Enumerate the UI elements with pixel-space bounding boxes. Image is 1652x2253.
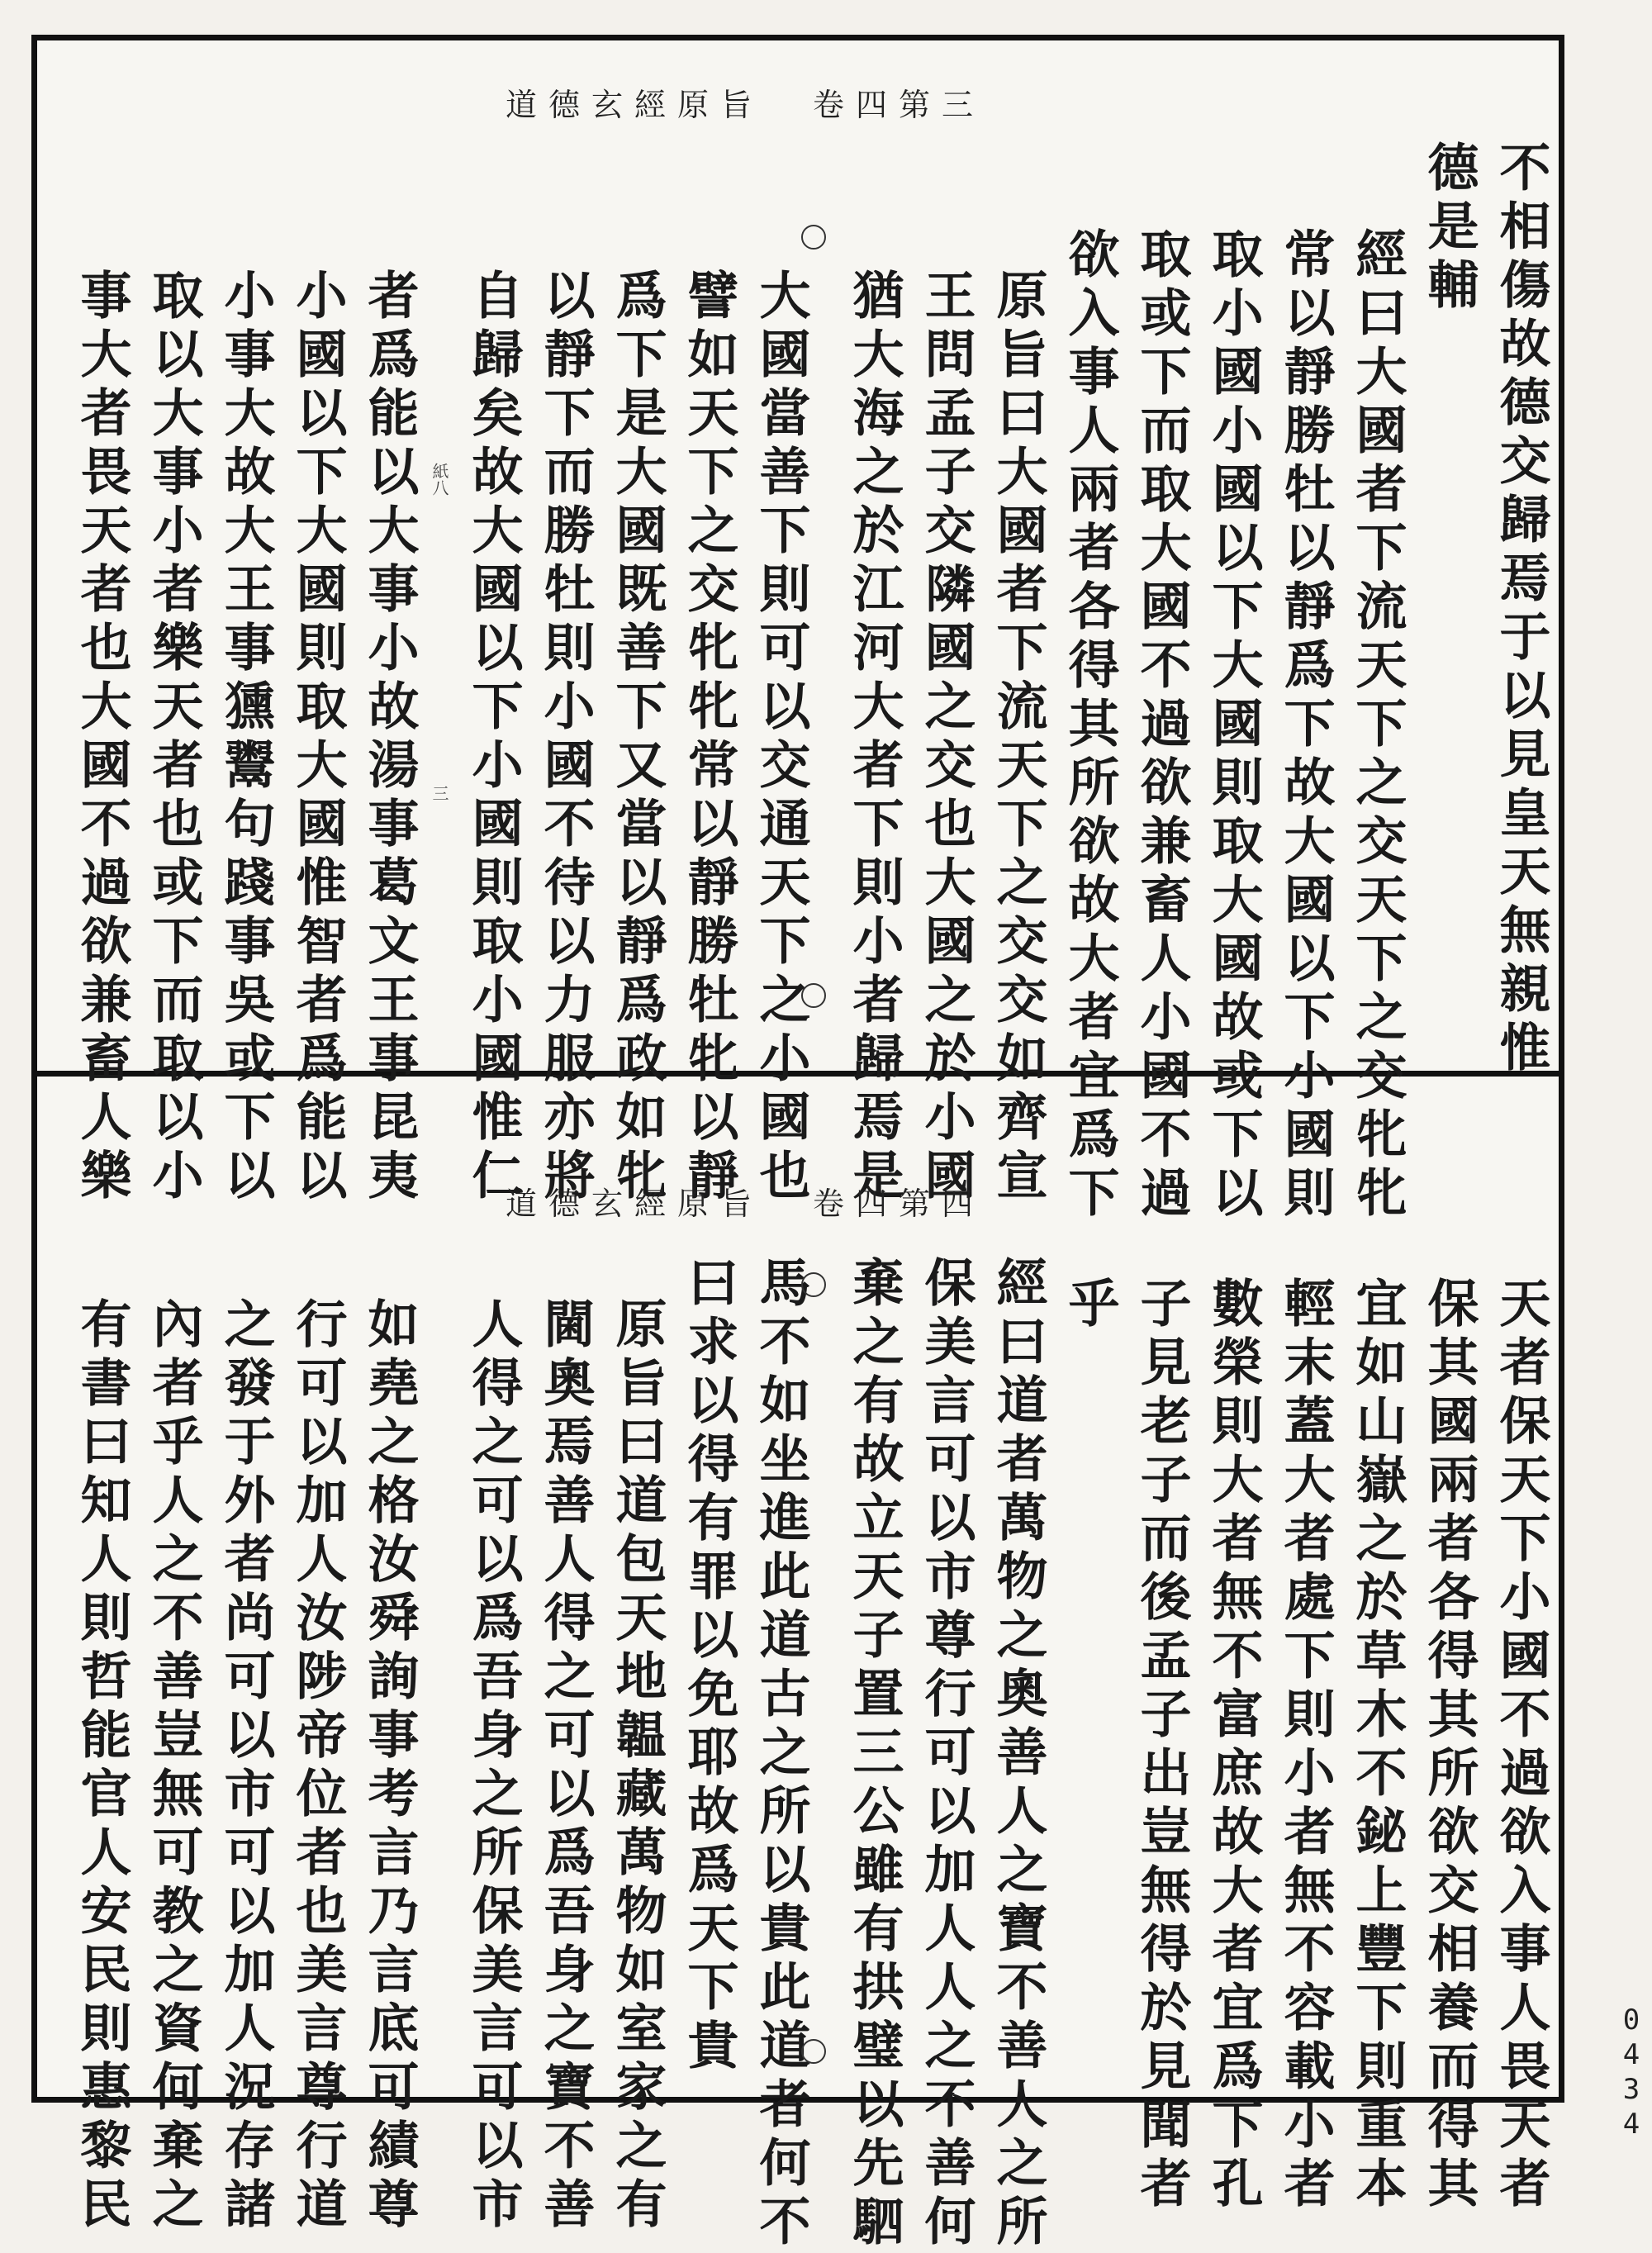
text-column: 大國當善下則可以交通天下之小國也 — [751, 269, 811, 1207]
header-volume: 卷四第四 — [812, 1186, 985, 1222]
punctuation-circle — [801, 1272, 826, 1297]
header-title: 道德玄經原旨 — [505, 87, 763, 123]
text-column: 常以靜勝牡以靜爲下故大國以下小國則 — [1275, 227, 1336, 1224]
text-column: 小國以下大國則取大國惟智者爲能以 — [287, 269, 348, 1207]
text-column: 閫奧焉善人得之可以爲吾身之寶不善 — [535, 1297, 596, 2236]
text-panel-bottom — [0, 1248, 1652, 2253]
text-column: 天者保天下小國不過欲入事人畏天者 — [1491, 1276, 1551, 2215]
text-column: 內者乎人之不善豈無可教之資何棄之 — [144, 1297, 204, 2236]
punctuation-circle — [801, 225, 826, 250]
text-column: 欲入事人兩者各得其所欲故大者宜爲下 — [1060, 227, 1120, 1224]
header-title: 道德玄經原旨 — [505, 1186, 763, 1222]
text-column: 乎 — [1060, 1276, 1120, 1335]
text-column: 輕末蓋大者處下則小者無不容載小者 — [1275, 1276, 1336, 2215]
header-top — [506, 81, 985, 129]
text-column: 譬如天下之交牝牝常以靜勝牡牝以靜 — [679, 269, 739, 1207]
text-column: 經曰道者萬物之奧善人之寶不善人之所 — [988, 1256, 1048, 2253]
text-column: 人得之可以爲吾身之所保美言可以市 — [463, 1297, 524, 2236]
margin-note: 三 — [430, 785, 449, 801]
text-column: 王問孟子交隣國之交也大國之於小國 — [916, 269, 976, 1207]
punctuation-circle — [801, 983, 826, 1008]
text-column: 取或下而取大國不過欲兼畜人小國不過 — [1132, 227, 1192, 1224]
text-column: 取以大事小者樂天者也或下而取以小 — [144, 269, 204, 1207]
text-column: 者爲能以大事小故湯事葛文王事昆夷 — [359, 269, 420, 1207]
text-column: 有書曰知人則哲能官人安民則惠黎民 — [72, 1297, 132, 2236]
page-number: 0434 — [1615, 2003, 1648, 2142]
header-bottom — [506, 1180, 985, 1228]
text-column: 如堯之格汝舜詢事考言乃言底可績尊 — [359, 1297, 420, 2236]
text-column: 以靜下而勝牡則小國不待以力服亦將 — [535, 269, 596, 1207]
text-column: 子見老子而後孟子出豈無得於見聞者 — [1132, 1276, 1192, 2215]
text-column: 德是輔 — [1419, 140, 1479, 316]
text-column: 小事大故大王事獯鬻句踐事吳或下以 — [216, 269, 276, 1207]
text-column: 宜如山嶽之於草木不鉍上豐下則重本 — [1347, 1276, 1408, 2215]
text-column: 不相傷故德交歸焉于以見皇天無親惟 — [1491, 140, 1551, 1079]
text-column: 爲下是大國既善下又當以靜爲政如牝 — [607, 269, 667, 1207]
text-column: 自歸矣故大國以下小國則取小國惟仁 — [463, 269, 524, 1207]
text-column: 保其國兩者各得其所欲交相養而得其 — [1419, 1276, 1479, 2215]
text-column: 取小國小國以下大國則取大國故或下以 — [1203, 227, 1264, 1224]
text-column: 猶大海之於江河大者下則小者歸焉是 — [844, 269, 904, 1207]
header-volume: 卷四第三 — [812, 87, 985, 123]
text-column: 原旨曰大國者下流天下之交交如齊宣 — [988, 269, 1048, 1207]
text-column: 保美言可以市尊行可以加人人之不善何 — [916, 1256, 976, 2253]
text-column: 馬不如坐進此道古之所以貴此道者何不 — [751, 1256, 811, 2253]
text-column: 曰求以得有罪以免耶故爲天下貴 — [679, 1256, 739, 2077]
text-column: 之發于外者尚可以市可以加人況存諸 — [216, 1297, 276, 2236]
text-column: 棄之有故立天子置三公雖有拱璧以先駟 — [844, 1256, 904, 2253]
text-column: 數榮則大者無不富庶故大者宜爲下孔 — [1203, 1276, 1264, 2215]
punctuation-circle — [801, 2039, 826, 2064]
text-column: 經曰大國者下流天下之交天下之交牝牝 — [1347, 227, 1408, 1224]
text-column: 原旨曰道包天地韞藏萬物如室家之有 — [607, 1297, 667, 2236]
margin-note: 紙八 — [430, 463, 449, 496]
text-column: 行可以加人汝陟帝位者也美言尊行道 — [287, 1297, 348, 2236]
text-column: 事大者畏天者也大國不過欲兼畜人樂 — [72, 269, 132, 1207]
